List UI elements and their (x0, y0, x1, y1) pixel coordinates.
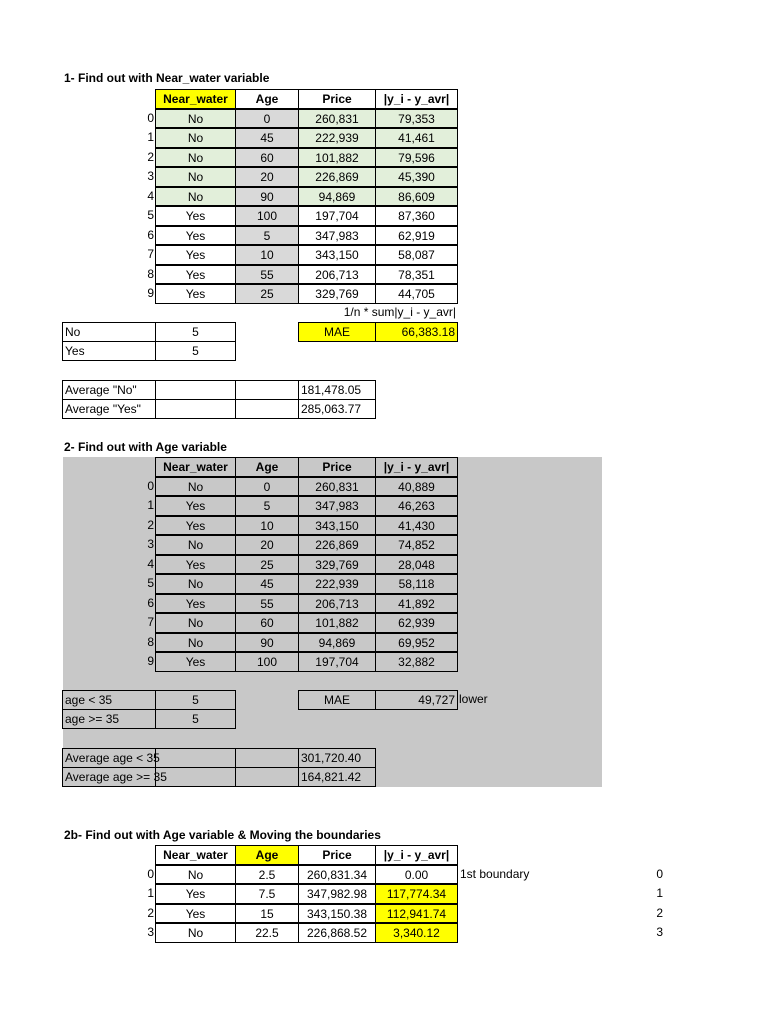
deviation-cell: 117,774.34 (375, 884, 458, 904)
near-water-cell: Yes (155, 555, 236, 575)
avg-yes-value: 285,063.77 (298, 399, 376, 419)
row-index: 0 (147, 110, 154, 125)
count-no-value: 5 (155, 322, 236, 342)
deviation-cell: 3,340.12 (375, 923, 458, 943)
avg-lt-label: Average age < 35 (62, 748, 156, 768)
count-lt-value: 5 (155, 690, 236, 710)
boundary-note: 1st boundary (460, 866, 530, 881)
header-near-water: Near_water (155, 89, 236, 109)
row-index: 8 (147, 634, 154, 649)
near-water-cell: No (155, 128, 236, 148)
avg-yes-label: Average "Yes" (62, 399, 156, 419)
price-cell: 197,704 (298, 652, 376, 672)
price-cell: 260,831.34 (298, 865, 376, 885)
row-index: 6 (147, 227, 154, 242)
age-cell: 5 (235, 496, 299, 516)
avg-ge-label: Average age >= 35 (62, 767, 156, 787)
price-cell: 94,869 (298, 187, 376, 207)
near-water-cell: Yes (155, 884, 236, 904)
avg-no-label: Average "No" (62, 380, 156, 400)
deviation-cell: 44,705 (375, 284, 458, 304)
near-water-cell: Yes (155, 265, 236, 285)
age-cell: 60 (235, 148, 299, 168)
price-cell: 94,869 (298, 633, 376, 653)
header-deviation: |y_i - y_avr| (375, 89, 458, 109)
row-index: 2 (147, 517, 154, 532)
price-cell: 260,831 (298, 477, 376, 497)
price-cell: 329,769 (298, 284, 376, 304)
near-water-cell: No (155, 535, 236, 555)
age-cell: 0 (235, 109, 299, 129)
right-index: 2 (656, 905, 663, 920)
price-cell: 347,983 (298, 226, 376, 246)
age-cell: 25 (235, 284, 299, 304)
price-cell: 347,982.98 (298, 884, 376, 904)
near-water-cell: Yes (155, 594, 236, 614)
section2-title: 2- Find out with Age variable (64, 440, 227, 454)
avg-lt-blank-1 (155, 748, 236, 768)
avg-ge-blank-1 (155, 767, 236, 787)
price-cell: 222,939 (298, 128, 376, 148)
deviation-cell: 28,048 (375, 555, 458, 575)
count-no-label: No (62, 322, 156, 342)
header-deviation: |y_i - y_avr| (375, 457, 458, 477)
row-index: 2 (147, 149, 154, 164)
near-water-cell: No (155, 109, 236, 129)
near-water-cell: No (155, 148, 236, 168)
avg-no-blank-2 (235, 380, 299, 400)
row-index: 9 (147, 654, 154, 668)
age-cell: 25 (235, 555, 299, 575)
price-cell: 226,869 (298, 167, 376, 187)
header-near-water: Near_water (155, 845, 236, 865)
row-index: 5 (147, 576, 154, 590)
row-index: 4 (147, 556, 154, 571)
row-index: 7 (147, 615, 154, 629)
age-cell: 20 (235, 167, 299, 187)
age-cell: 90 (235, 187, 299, 207)
row-index: 0 (147, 478, 154, 493)
age-cell: 0 (235, 477, 299, 497)
header-price: Price (298, 457, 376, 477)
age-cell: 7.5 (235, 884, 299, 904)
count-lt-label: age < 35 (62, 690, 156, 710)
price-cell: 101,882 (298, 148, 376, 168)
age-cell: 22.5 (235, 923, 299, 943)
formula-label: 1/n * sum|y_i - y_avr| (343, 305, 456, 319)
near-water-cell: No (155, 923, 236, 943)
near-water-cell: Yes (155, 652, 236, 672)
avg-ge-value: 164,821.42 (298, 767, 376, 787)
row-index: 5 (147, 208, 154, 222)
deviation-cell: 112,941.74 (375, 904, 458, 924)
mae-label: MAE (298, 322, 376, 342)
avg-lt-blank-2 (235, 748, 299, 768)
deviation-cell: 41,461 (375, 128, 458, 148)
header-age: Age (235, 845, 299, 865)
count-yes-value: 5 (155, 341, 236, 361)
deviation-cell: 32,882 (375, 652, 458, 672)
price-cell: 206,713 (298, 594, 376, 614)
section1-title: 1- Find out with Near_water variable (64, 71, 270, 85)
row-index: 8 (147, 266, 154, 281)
near-water-cell: Yes (155, 245, 236, 265)
price-cell: 260,831 (298, 109, 376, 129)
avg-yes-blank-1 (155, 399, 236, 419)
row-index: 6 (147, 595, 154, 610)
price-cell: 343,150 (298, 516, 376, 536)
deviation-cell: 0.00 (375, 865, 458, 885)
near-water-cell: No (155, 167, 236, 187)
row-index: 0 (147, 866, 154, 881)
near-water-cell: Yes (155, 904, 236, 924)
deviation-cell: 41,892 (375, 594, 458, 614)
deviation-cell: 41,430 (375, 516, 458, 536)
near-water-cell: Yes (155, 206, 236, 226)
near-water-cell: No (155, 613, 236, 633)
right-index: 1 (656, 886, 663, 900)
right-index: 0 (656, 866, 663, 881)
row-index: 4 (147, 188, 154, 203)
count-yes-label: Yes (62, 341, 156, 361)
near-water-cell: No (155, 477, 236, 497)
header-age: Age (235, 89, 299, 109)
age-cell: 100 (235, 206, 299, 226)
section3-title: 2b- Find out with Age variable & Moving the boundaries (64, 828, 381, 842)
count-ge-value: 5 (155, 709, 236, 729)
deviation-cell: 86,609 (375, 187, 458, 207)
deviation-cell: 58,118 (375, 574, 458, 594)
row-index: 2 (147, 905, 154, 920)
age-cell: 60 (235, 613, 299, 633)
price-cell: 206,713 (298, 265, 376, 285)
row-index: 1 (147, 130, 154, 144)
near-water-cell: No (155, 633, 236, 653)
deviation-cell: 79,353 (375, 109, 458, 129)
avg-ge-blank-2 (235, 767, 299, 787)
avg-lt-value: 301,720.40 (298, 748, 376, 768)
price-cell: 226,868.52 (298, 923, 376, 943)
price-cell: 329,769 (298, 555, 376, 575)
mae-value: 66,383.18 (375, 322, 458, 342)
deviation-cell: 45,390 (375, 167, 458, 187)
row-index: 3 (147, 169, 154, 183)
header-deviation: |y_i - y_avr| (375, 845, 458, 865)
near-water-cell: Yes (155, 516, 236, 536)
near-water-cell: Yes (155, 284, 236, 304)
price-cell: 101,882 (298, 613, 376, 633)
mae-note: lower (459, 692, 488, 706)
deviation-cell: 69,952 (375, 633, 458, 653)
near-water-cell: No (155, 865, 236, 885)
price-cell: 343,150 (298, 245, 376, 265)
mae-value: 49,727 (375, 690, 458, 710)
deviation-cell: 62,919 (375, 226, 458, 246)
age-cell: 100 (235, 652, 299, 672)
age-cell: 90 (235, 633, 299, 653)
age-cell: 10 (235, 516, 299, 536)
header-price: Price (298, 89, 376, 109)
row-index: 7 (147, 247, 154, 261)
price-cell: 222,939 (298, 574, 376, 594)
deviation-cell: 58,087 (375, 245, 458, 265)
age-cell: 15 (235, 904, 299, 924)
row-index: 9 (147, 286, 154, 300)
age-cell: 20 (235, 535, 299, 555)
right-index: 3 (656, 925, 663, 939)
deviation-cell: 79,596 (375, 148, 458, 168)
deviation-cell: 78,351 (375, 265, 458, 285)
avg-no-value: 181,478.05 (298, 380, 376, 400)
near-water-cell: No (155, 187, 236, 207)
row-index: 1 (147, 498, 154, 512)
count-ge-label: age >= 35 (62, 709, 156, 729)
age-cell: 55 (235, 265, 299, 285)
age-cell: 10 (235, 245, 299, 265)
price-cell: 197,704 (298, 206, 376, 226)
age-cell: 5 (235, 226, 299, 246)
deviation-cell: 40,889 (375, 477, 458, 497)
header-price: Price (298, 845, 376, 865)
age-cell: 55 (235, 594, 299, 614)
mae-label: MAE (298, 690, 376, 710)
age-cell: 2.5 (235, 865, 299, 885)
row-index: 3 (147, 537, 154, 551)
deviation-cell: 62,939 (375, 613, 458, 633)
deviation-cell: 74,852 (375, 535, 458, 555)
price-cell: 347,983 (298, 496, 376, 516)
header-near-water: Near_water (155, 457, 236, 477)
avg-yes-blank-2 (235, 399, 299, 419)
row-index: 1 (147, 886, 154, 900)
near-water-cell: No (155, 574, 236, 594)
price-cell: 226,869 (298, 535, 376, 555)
deviation-cell: 87,360 (375, 206, 458, 226)
age-cell: 45 (235, 128, 299, 148)
deviation-cell: 46,263 (375, 496, 458, 516)
price-cell: 343,150.38 (298, 904, 376, 924)
near-water-cell: Yes (155, 226, 236, 246)
row-index: 3 (147, 925, 154, 939)
avg-no-blank-1 (155, 380, 236, 400)
near-water-cell: Yes (155, 496, 236, 516)
age-cell: 45 (235, 574, 299, 594)
header-age: Age (235, 457, 299, 477)
